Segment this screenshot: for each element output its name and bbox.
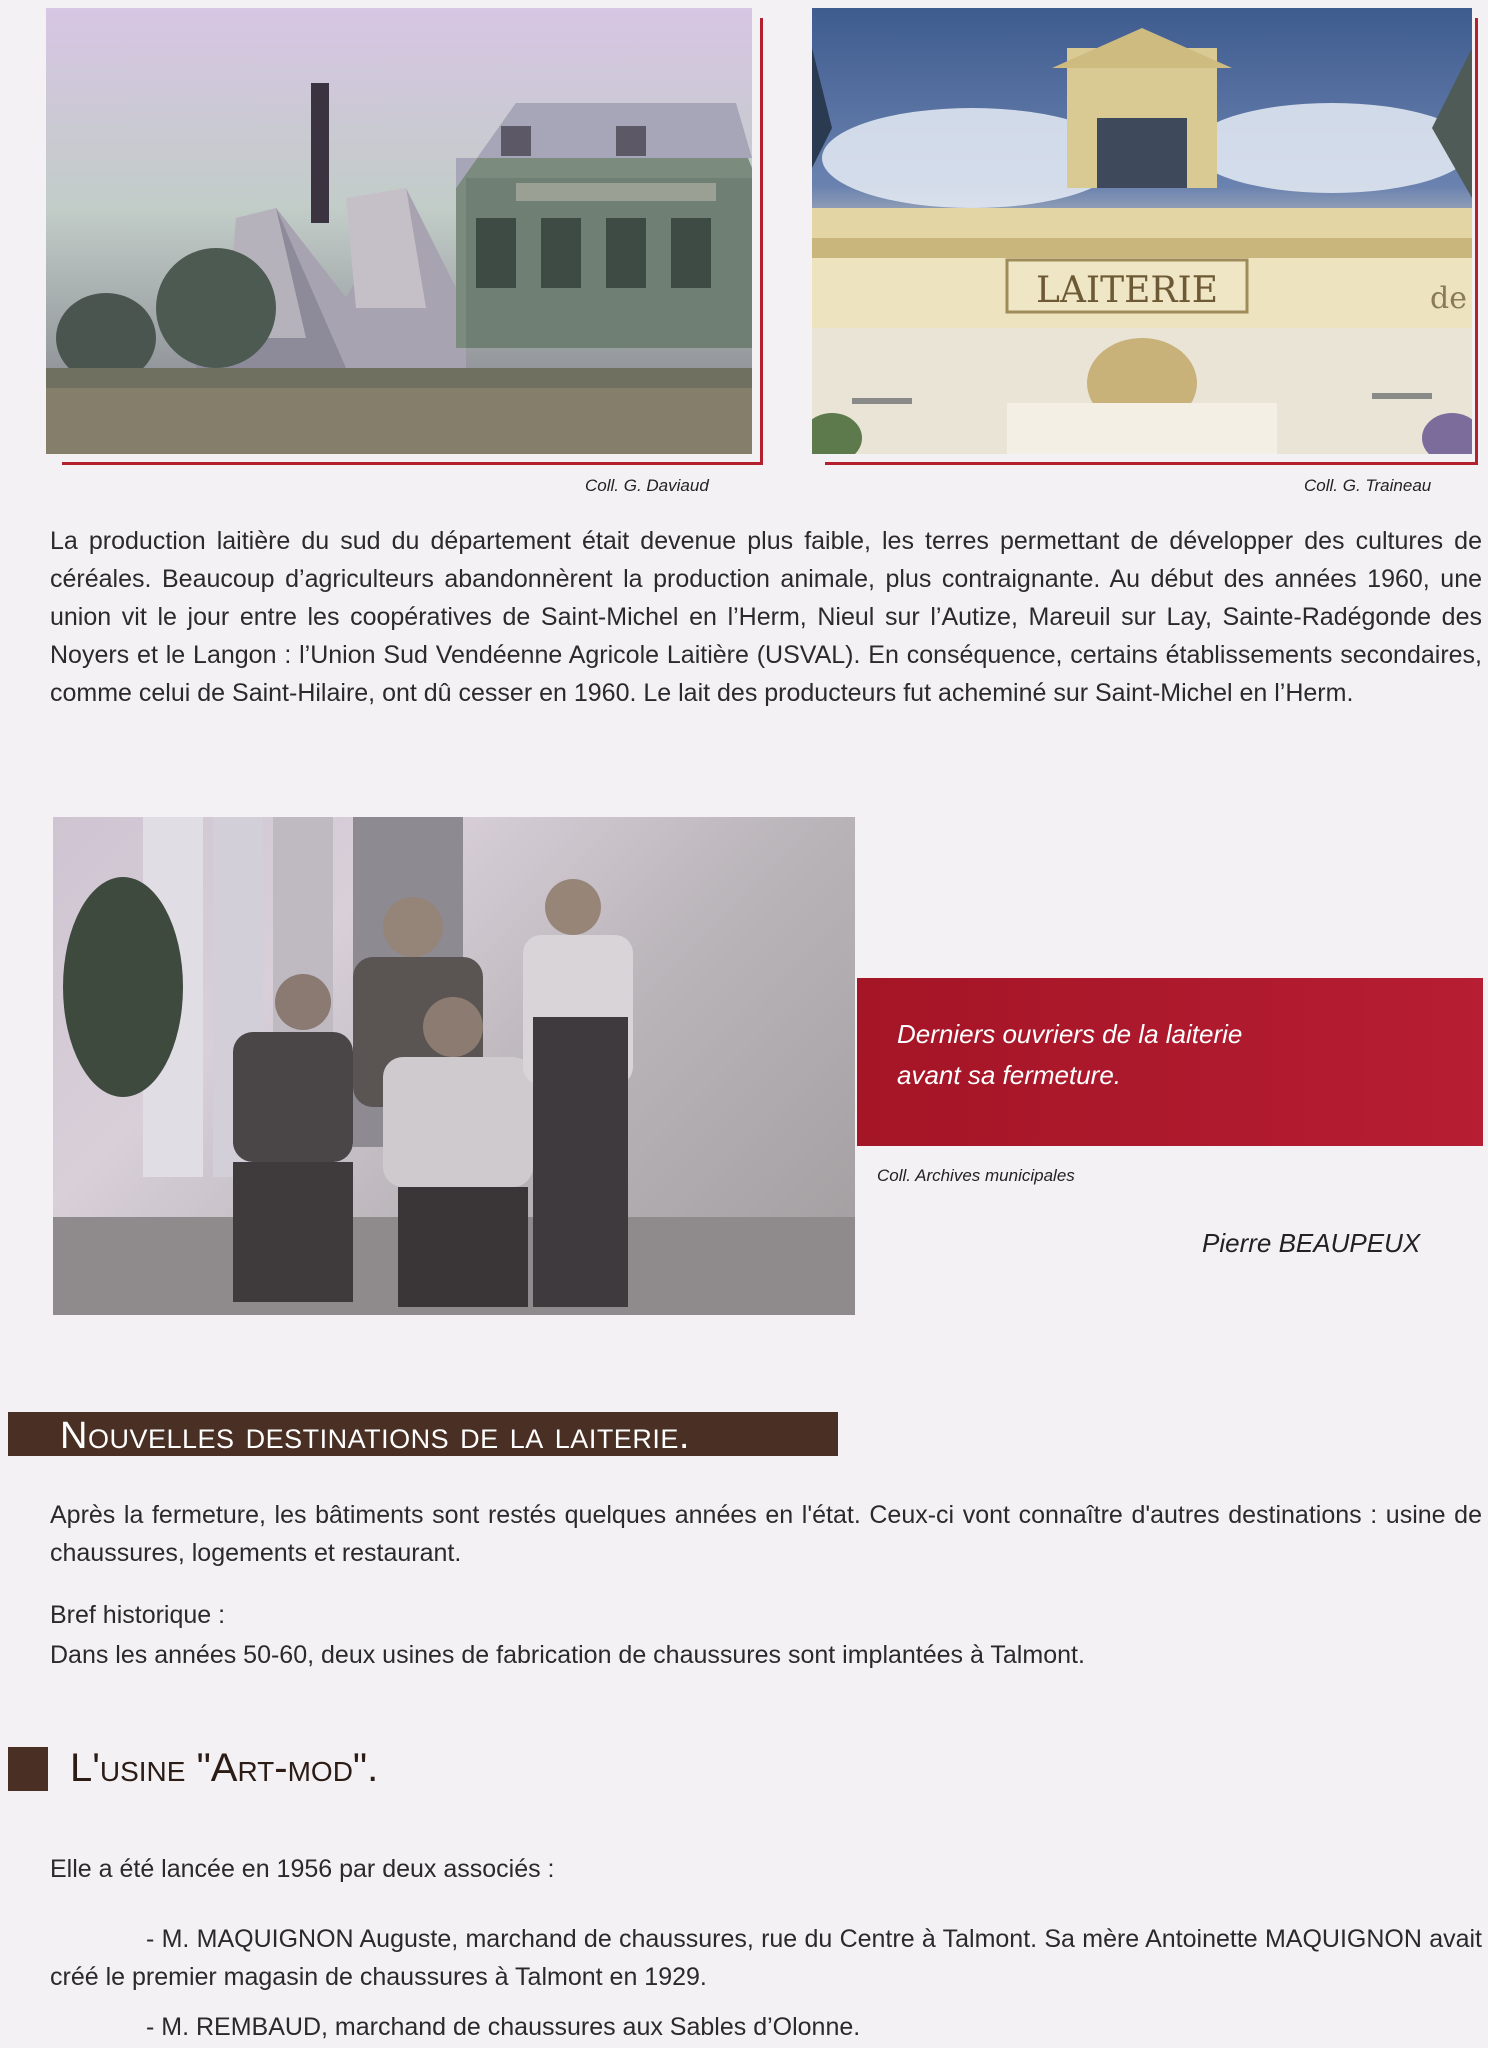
workers-caption-text: Derniers ouvriers de la laiterie avant sa fermeture.	[897, 1019, 1243, 1090]
section-heading-text: Nouvelles destinations de la laiterie.	[60, 1415, 690, 1457]
section1-paragraph-2: Dans les années 50-60, deux usines de fabrication de chaussures sont implantées à Talmont.	[50, 1641, 1085, 1669]
factory-photo	[46, 8, 752, 454]
caption-top-right: Coll. G. Traineau	[1304, 476, 1432, 495]
intro-paragraph: La production laitière du sud du département était devenue plus faible, les terres permettant de développer des cultures de céréales. Beaucoup d’agriculteurs abandonnèrent la production animale, plus contraignante. Au début des années 1960, une union vit le jour entre les coopératives de Saint-Michel en l’Herm, Nieul sur l’Autize, Mareuil sur Lay, Sainte-Radégonde des Noyers et le Langon : l’Union Sud Vendéenne Agricole Laitière (USVAL). En conséquence, certains établissements secondaires, comme celui de Saint-Hilaire, ont dû cesser en 1960. Le lait des producteurs fut acheminé sur Saint-Michel en l’Herm.	[50, 527, 1482, 707]
facade-illustration	[812, 8, 1472, 454]
author-signature: Pierre BEAUPEUX	[1202, 1228, 1421, 1258]
section2-item-2: - M. REMBAUD, marchand de chaussures aux Sables d’Olonne.	[146, 2013, 861, 2041]
section2-intro: Elle a été lancée en 1956 par deux associés :	[50, 1855, 555, 1883]
workers-photo	[53, 817, 855, 1315]
workers-illustration	[53, 817, 855, 1315]
sign-laiterie: LAITERIE	[1035, 270, 1219, 311]
laiterie-facade-photo	[812, 8, 1472, 454]
caption-top-left: Coll. G. Daviaud	[585, 476, 709, 495]
section1-paragraph: Après la fermeture, les bâtiments sont restés quelques années en l'état. Ceux-ci vont connaître d'autres destinations : usine de chaussures, logements et restaurant.	[50, 1501, 1482, 1567]
workers-caption-box	[857, 978, 1483, 1146]
section-heading-nouvelles-destinations	[8, 1412, 838, 1456]
section1-label: Bref historique :	[50, 1601, 226, 1629]
section2-item-1: - M. MAQUIGNON Auguste, marchand de chaussures, rue du Centre à Talmont. Sa mère Antoinette MAQUIGNON avait créé le premier magasin de chaussures à Talmont en 1929.	[50, 1925, 1482, 1991]
sign-fragment: de	[1430, 281, 1467, 316]
caption-workers: Coll. Archives municipales	[877, 1166, 1075, 1185]
heading-square-marker	[8, 1747, 48, 1791]
factory-illustration	[46, 8, 752, 454]
section-heading-art-mod: L'usine "Art-mod".	[70, 1746, 379, 1790]
